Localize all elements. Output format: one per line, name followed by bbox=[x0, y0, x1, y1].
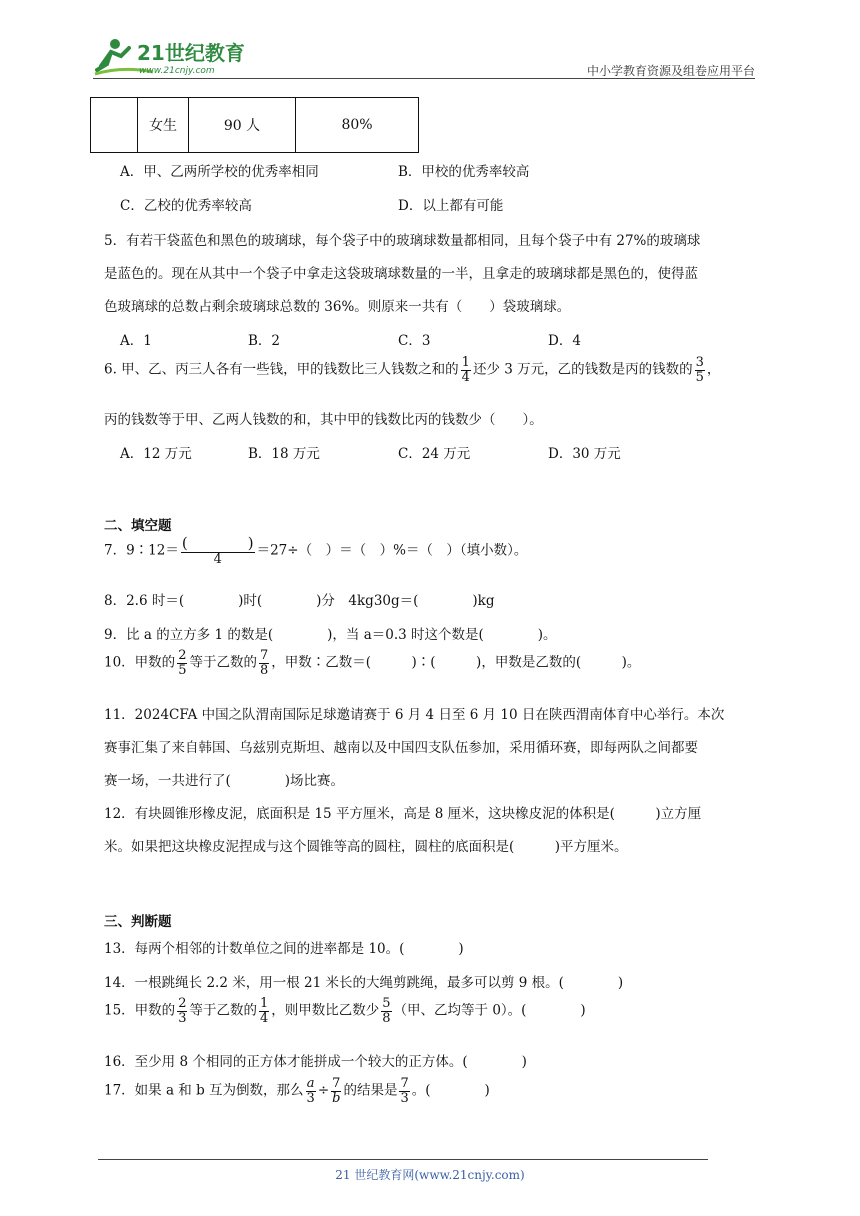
q5-line2: 是蓝色的。现在从其中一个袋子中拿走这袋玻璃球数量的一半，且拿走的玻璃球都是黑色的，使得蓝 bbox=[104, 266, 698, 282]
q5-option-a: A．1 bbox=[120, 333, 152, 349]
q4-option-c: C．乙校的优秀率较高 bbox=[120, 198, 252, 214]
q4-option-a: A．甲、乙两所学校的优秀率相同 bbox=[120, 164, 319, 180]
q6-fraction-1: $\frac{1}{4}$ bbox=[461, 355, 470, 385]
q11-line3: 赛一场，一共进行了( )场比赛。 bbox=[104, 773, 345, 789]
header-platform-text: 中小学教育资源及组卷应用平台 bbox=[586, 64, 755, 78]
q6-text-2: 还少 3 万元，乙的钱数是丙的钱数的 bbox=[472, 361, 693, 378]
table-cell: 女生 bbox=[138, 98, 189, 153]
q7: 7．9∶12＝ $\frac{( )}{4}$ ＝27÷（ ）＝（ ）%＝（ ）（填小数）。 bbox=[104, 534, 528, 567]
q10-fraction-2: $\frac{7}{8}$ bbox=[259, 648, 269, 678]
header-divider bbox=[93, 78, 755, 79]
section-title-fill-blank: 二、填空题 bbox=[104, 518, 172, 534]
q4-option-b: B．甲校的优秀率较高 bbox=[398, 164, 530, 180]
q5-option-b: B．2 bbox=[248, 333, 281, 349]
section-title-true-false: 三、判断题 bbox=[104, 914, 172, 930]
q17: 17．如果 a 和 b 互为倒数，那么 $\frac{a}{3}$ ÷ $\frac{7}{b}$ 的结果是 $\frac{7}{3}$ 。( ) bbox=[104, 1076, 490, 1106]
q11-line1: 11．2024CFA 中国之队渭南国际足球邀请赛于 6 月 4 日至 6 月 10 日在陕西渭南体育中心举行。本次 bbox=[104, 707, 725, 723]
q6-line1: 6. 甲、乙、丙三人各有一些钱，甲的钱数比三人钱数之和的 $\frac{1}{4}$ 还少 3 万元，乙的钱数是丙的钱数的 $\frac{3}{5}$ ， bbox=[104, 355, 721, 385]
site-logo bbox=[93, 36, 253, 78]
table-row bbox=[91, 98, 419, 153]
footer-divider bbox=[98, 1159, 708, 1160]
q17-fraction-3: $\frac{7}{3}$ bbox=[400, 1076, 409, 1106]
q17-fraction-2: $\frac{7}{b}$ bbox=[332, 1076, 341, 1106]
q6-line2: 丙的钱数等于甲、乙两人钱数的和，其中甲的钱数比丙的钱数少（ ）。 bbox=[104, 412, 543, 428]
q4-option-d: D．以上都有可能 bbox=[398, 198, 504, 214]
q16: 16．至少用 8 个相同的正方体才能拼成一个较大的正方体。( ) bbox=[104, 1054, 527, 1070]
q15-fraction-3: $\frac{5}{8}$ bbox=[382, 996, 391, 1026]
q15-fraction-1: $\frac{2}{3}$ bbox=[178, 996, 187, 1026]
q5-option-c: C．3 bbox=[398, 333, 431, 349]
logo-text: 21世纪教育 bbox=[137, 41, 245, 65]
q10: 10．甲数的 $\frac{2}{5}$ 等于乙数的 $\frac{7}{8}$ ，甲数∶乙数＝( )∶( )，甲数是乙数的( )。 bbox=[104, 648, 641, 678]
q5-line1: 5．有若干袋蓝色和黑色的玻璃球，每个袋子中的玻璃球数量都相同，且每个袋子中有 27%的玻璃球 bbox=[104, 233, 701, 249]
q12-line2: 米。如果把这块橡皮泥捏成与这个圆锥等高的圆柱，圆柱的底面积是( )平方厘米。 bbox=[104, 839, 628, 855]
q14: 14．一根跳绳长 2.2 米，用一根 21 米长的大绳剪跳绳，最多可以剪 9 根。( ) bbox=[104, 975, 624, 991]
q6-fraction-2: $\frac{3}{5}$ bbox=[695, 355, 704, 385]
q17-fraction-1: $\frac{a}{3}$ bbox=[306, 1076, 315, 1106]
q8: 8．2.6 时＝( )时( )分 4kg30g＝( )kg bbox=[104, 593, 495, 609]
table-cell bbox=[91, 98, 138, 153]
q5-line3: 色玻璃球的总数占剩余玻璃球总数的 36%。则原来一共有（ ）袋玻璃球。 bbox=[104, 299, 571, 315]
q6-option-d: D．30 万元 bbox=[548, 446, 621, 462]
score-table bbox=[90, 97, 419, 153]
q13: 13．每两个相邻的计数单位之间的进率都是 10。( ) bbox=[104, 941, 464, 957]
q15: 15．甲数的 $\frac{2}{3}$ 等于乙数的 $\frac{1}{4}$ ，则甲数比乙数少 $\frac{5}{8}$ （甲、乙均等于 0）。( ) bbox=[104, 996, 586, 1026]
q10-fraction-1: $\frac{2}{5}$ bbox=[178, 648, 187, 678]
logo-runner-icon bbox=[93, 36, 253, 78]
table-cell: 90 人 bbox=[189, 98, 296, 153]
q15-fraction-2: $\frac{1}{4}$ bbox=[259, 996, 269, 1026]
q6-text-1: 6. 甲、乙、丙三人各有一些钱，甲的钱数比三人钱数之和的 bbox=[104, 361, 459, 378]
q11-line2: 赛事汇集了来自韩国、乌兹别克斯坦、越南以及中国四支队伍参加，采用循环赛，即每两队之间都要 bbox=[104, 740, 698, 756]
q9: 9．比 a 的立方多 1 的数是( )，当 a＝0.3 时这个数是( )。 bbox=[104, 627, 557, 643]
q5-option-d: D．4 bbox=[548, 333, 581, 349]
q6-option-c: C．24 万元 bbox=[398, 446, 471, 462]
q6-option-a: A．12 万元 bbox=[120, 446, 192, 462]
q7-fraction: $\frac{( )}{4}$ bbox=[181, 534, 254, 567]
footer-link[interactable]: 21 世纪教育网(www.21cnjy.com) bbox=[335, 1168, 525, 1182]
logo-url: www.21cnjy.com bbox=[139, 66, 215, 76]
q6-option-b: B．18 万元 bbox=[248, 446, 320, 462]
q12-line1: 12．有块圆锥形橡皮泥，底面积是 15 平方厘米，高是 8 厘米，这块橡皮泥的体积是( )立方厘 bbox=[104, 806, 702, 822]
table-cell: 80% bbox=[296, 98, 419, 153]
